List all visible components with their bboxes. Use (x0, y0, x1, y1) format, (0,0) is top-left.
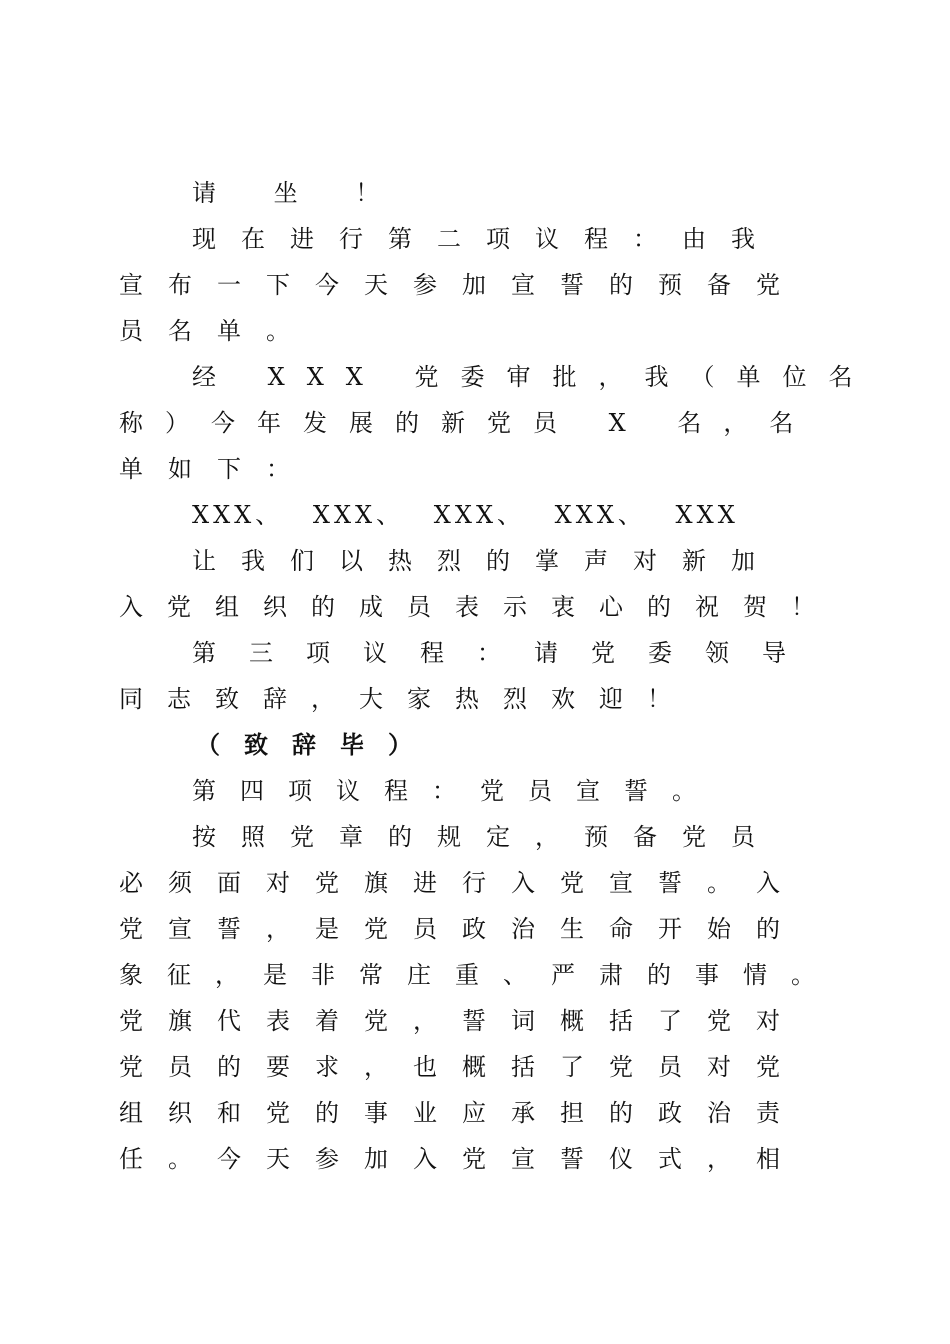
text-line: 让我们以热烈的掌声对新加 (192, 547, 780, 575)
text-line: 按照党章的规定，预备党员 (192, 823, 780, 851)
text-line: 入党组织的成员表示衷心的祝贺！ (119, 593, 839, 621)
text-line: 党宣誓，是党员政治生命开始的 (119, 915, 805, 943)
text-line: 现在进行第二项议程：由我 (192, 225, 780, 253)
text-line: 请 坐 ！ (192, 179, 405, 207)
text-line: 象征，是非常庄重、严肃的事情。 (119, 961, 839, 989)
text-line: 宣布一下今天参加宣誓的预备党 (119, 271, 805, 299)
text-line: 必须面对党旗进行入党宣誓。入 (119, 869, 805, 897)
text-line: 第四项议程：党员宣誓。 (192, 777, 720, 805)
text-line: 党旗代表着党，誓词概括了党对 (119, 1007, 805, 1035)
text-line: 单如下： (119, 455, 315, 483)
text-line: 任。今天参加入党宣誓仪式，相 (119, 1145, 805, 1173)
text-line: 党员的要求，也概括了党员对党 (119, 1053, 805, 1081)
text-line: 经 XXX 党委审批，我（单位名 (192, 363, 875, 391)
text-line: 组织和党的事业应承担的政治责 (119, 1099, 805, 1127)
text-line: 员名单。 (119, 317, 315, 345)
text-line: 同志致辞，大家热烈欢迎！ (119, 685, 695, 713)
section-heading: （致辞毕） (196, 730, 436, 759)
text-line: 第三项议程：请党委领导 (192, 639, 819, 667)
text-line: 称）今年发展的新党员 X 名，名 (119, 409, 816, 437)
text-line: XXX、 XXX、 XXX、 XXX、 XXX (192, 501, 739, 529)
